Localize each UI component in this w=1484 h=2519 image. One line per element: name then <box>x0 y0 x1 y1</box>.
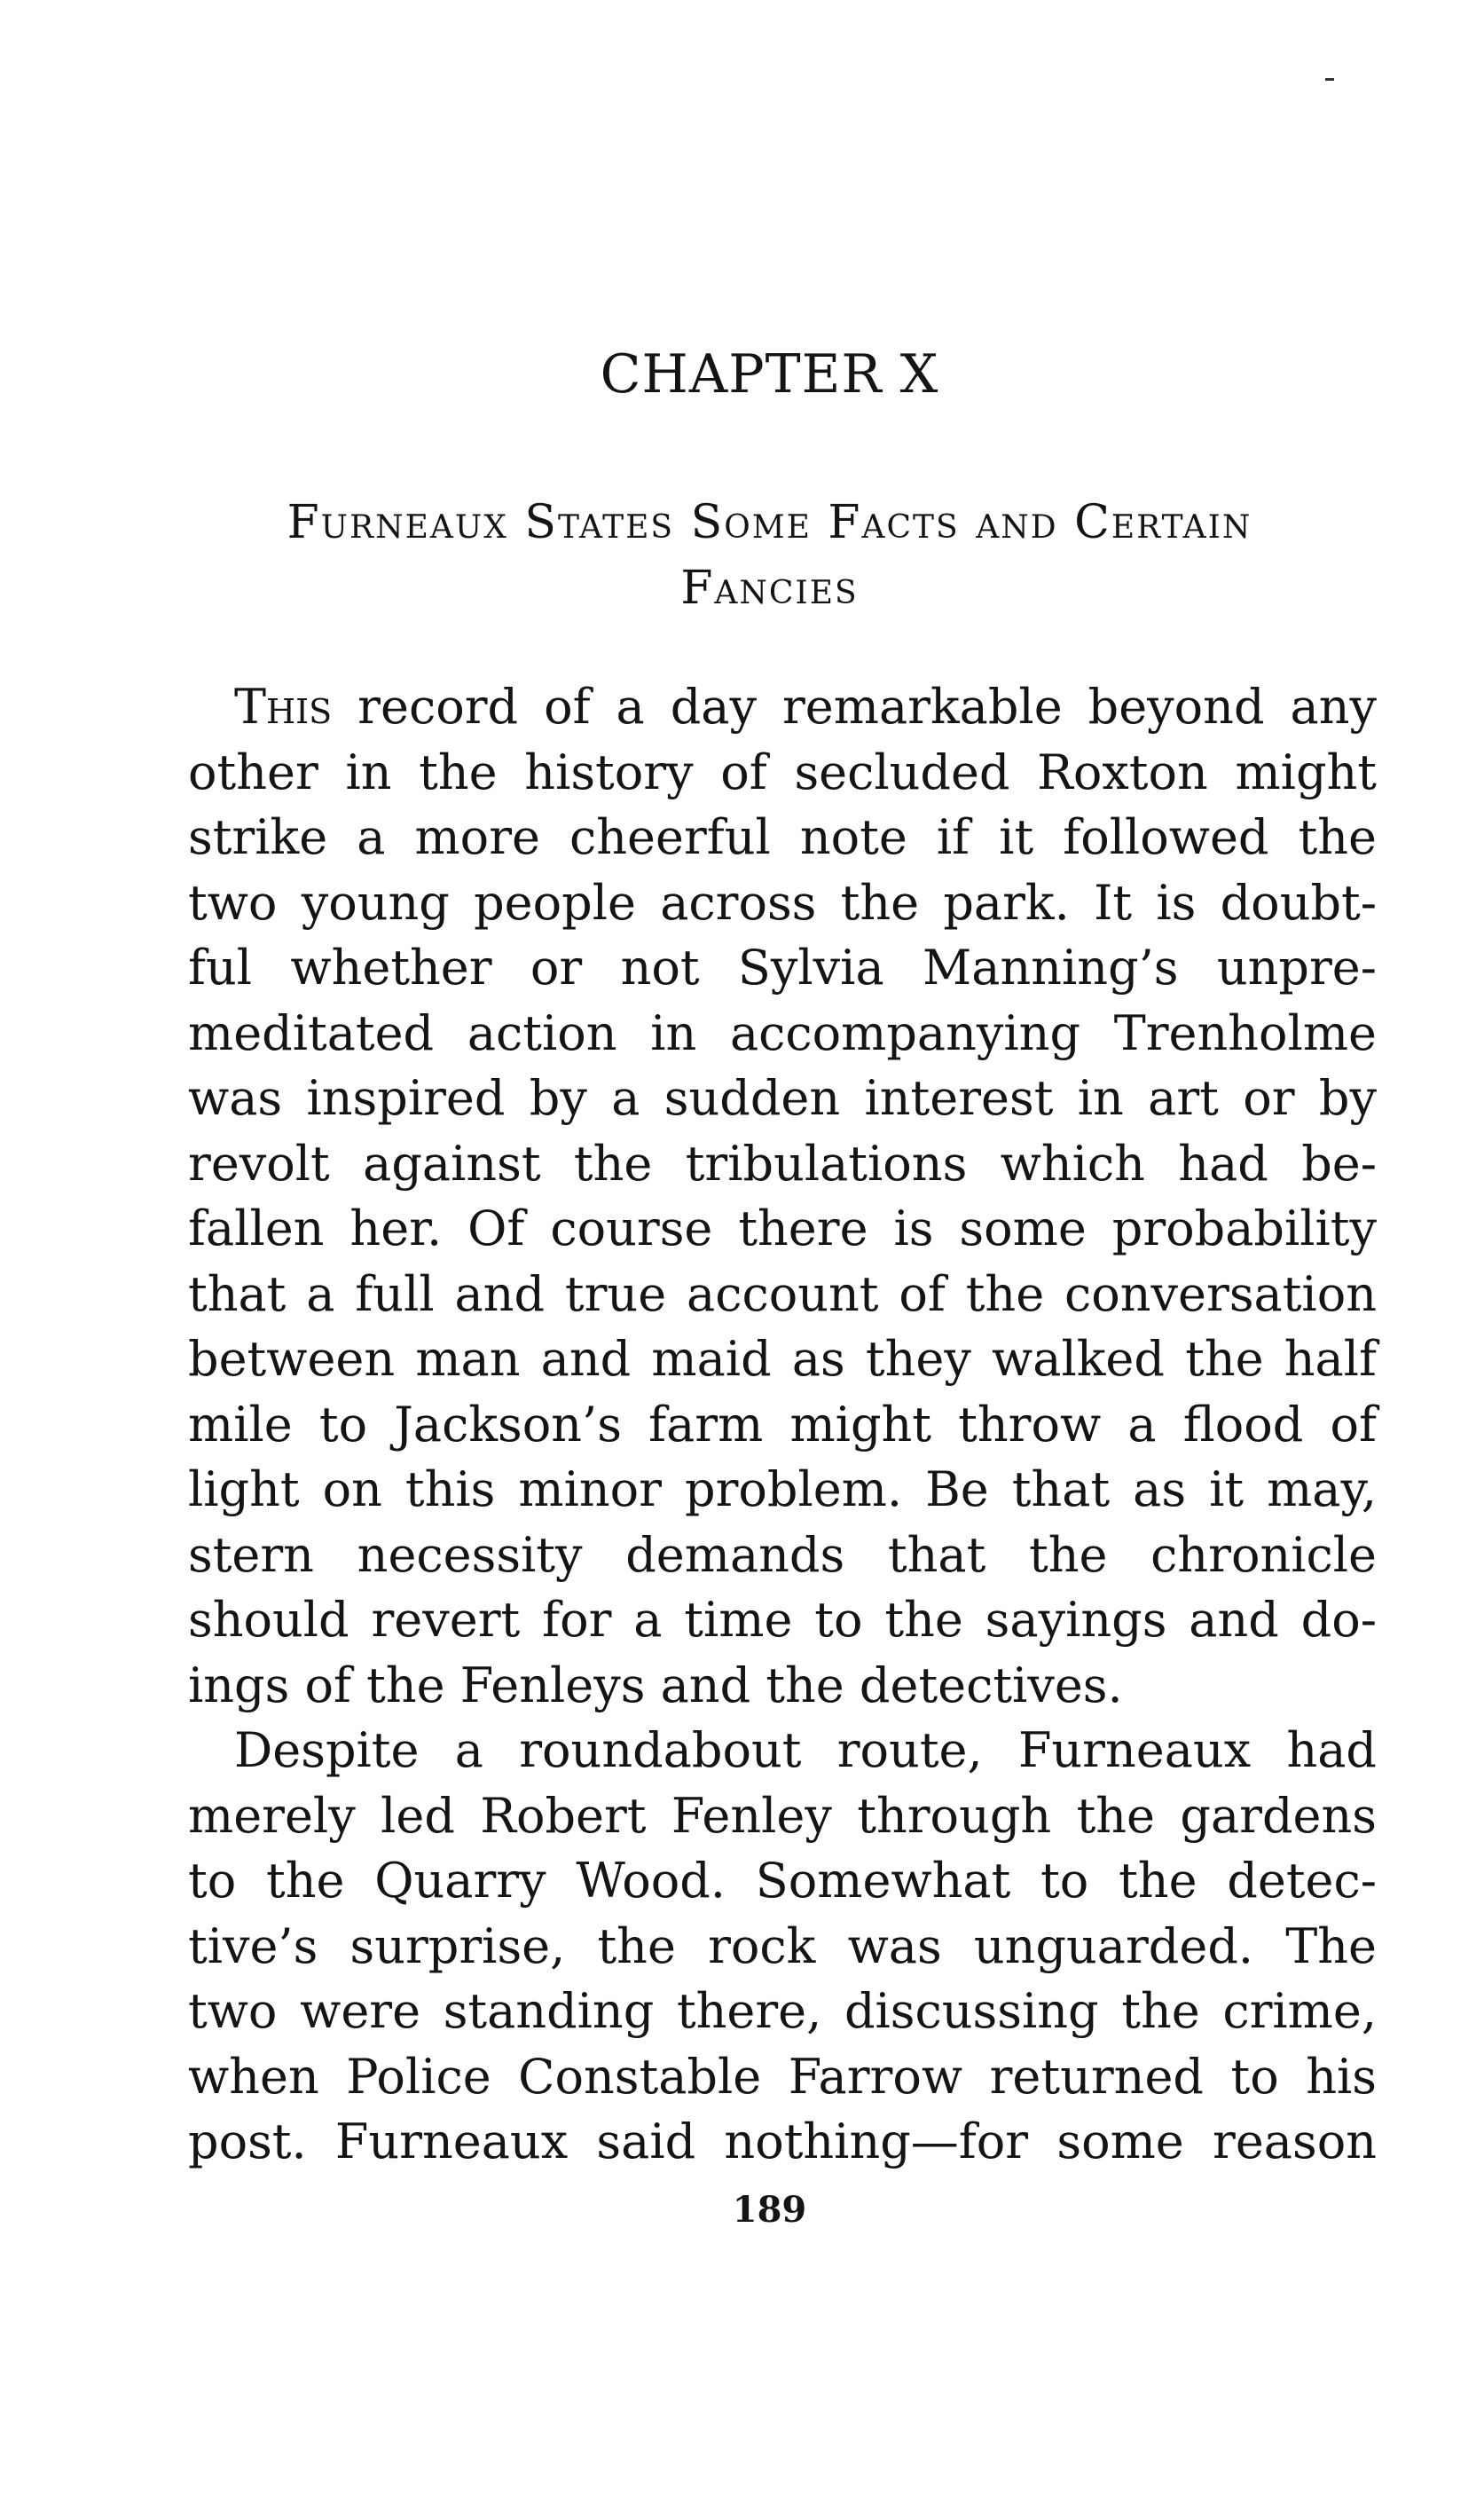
paragraph-line: fallen her. Of course there is some probability <box>188 1200 1377 1256</box>
paragraph-line: to the Quarry Wood. Somewhat to the detec- <box>188 1853 1377 1909</box>
paragraph-line: strike a more cheerful note if it followed the <box>188 809 1377 865</box>
chapter-title-line-1: Furneaux States Some Facts and Certain <box>287 496 1252 549</box>
body-text <box>188 674 1377 2175</box>
paragraph-line: mile to Jackson’s farm might throw a flood of <box>188 1396 1377 1452</box>
paragraph-line: tive’s surprise, the rock was unguarded. The <box>188 1917 1377 1974</box>
page-number: 189 <box>732 2189 807 2231</box>
chapter-heading: CHAPTER X <box>600 343 939 405</box>
paragraph-line-text: record of a day remarkable beyond any <box>332 679 1377 735</box>
paragraph-lead-word: This <box>234 679 333 735</box>
chapter-title <box>177 490 1362 621</box>
paragraph-1-line-1 <box>188 674 1377 740</box>
paragraph-line: light on this minor problem. Be that as it may, <box>188 1461 1377 1517</box>
paragraph-line: ful whether or not Sylvia Manning’s unpre- <box>188 940 1377 996</box>
paragraph-line: meditated action in accompanying Trenholme <box>188 1004 1377 1061</box>
chapter-title-line-2: Fancies <box>680 562 859 615</box>
paragraph-2-line-1: Despite a roundabout route, Furneaux had <box>234 1722 1377 1778</box>
print-speck <box>1325 78 1334 81</box>
paragraph-line: other in the history of secluded Roxton might <box>188 744 1377 800</box>
paragraph-line: post. Furneaux said nothing—for some reason <box>188 2114 1377 2169</box>
paragraph-line: between man and maid as they walked the half <box>188 1331 1377 1387</box>
paragraph-line: that a full and true account of the conversation <box>188 1265 1377 1322</box>
paragraph-line: was inspired by a sudden interest in art or by <box>188 1070 1377 1126</box>
paragraph-line: two young people across the park. It is doubt- <box>188 874 1377 931</box>
paragraph-line: merely led Robert Fenley through the gardens <box>188 1787 1377 1844</box>
paragraph-line: two were standing there, discussing the crime, <box>188 1983 1377 2039</box>
paragraph-line: when Police Constable Farrow returned to his <box>188 2048 1377 2105</box>
paragraph-line: should revert for a time to the sayings and do- <box>188 1592 1377 1648</box>
paragraph-line: revolt against the tribulations which had be- <box>188 1135 1377 1192</box>
paragraph-line: ings of the Fenleys and the detectives. <box>188 1657 1123 1713</box>
paragraph-line: stern necessity demands that the chronicle <box>188 1526 1377 1583</box>
